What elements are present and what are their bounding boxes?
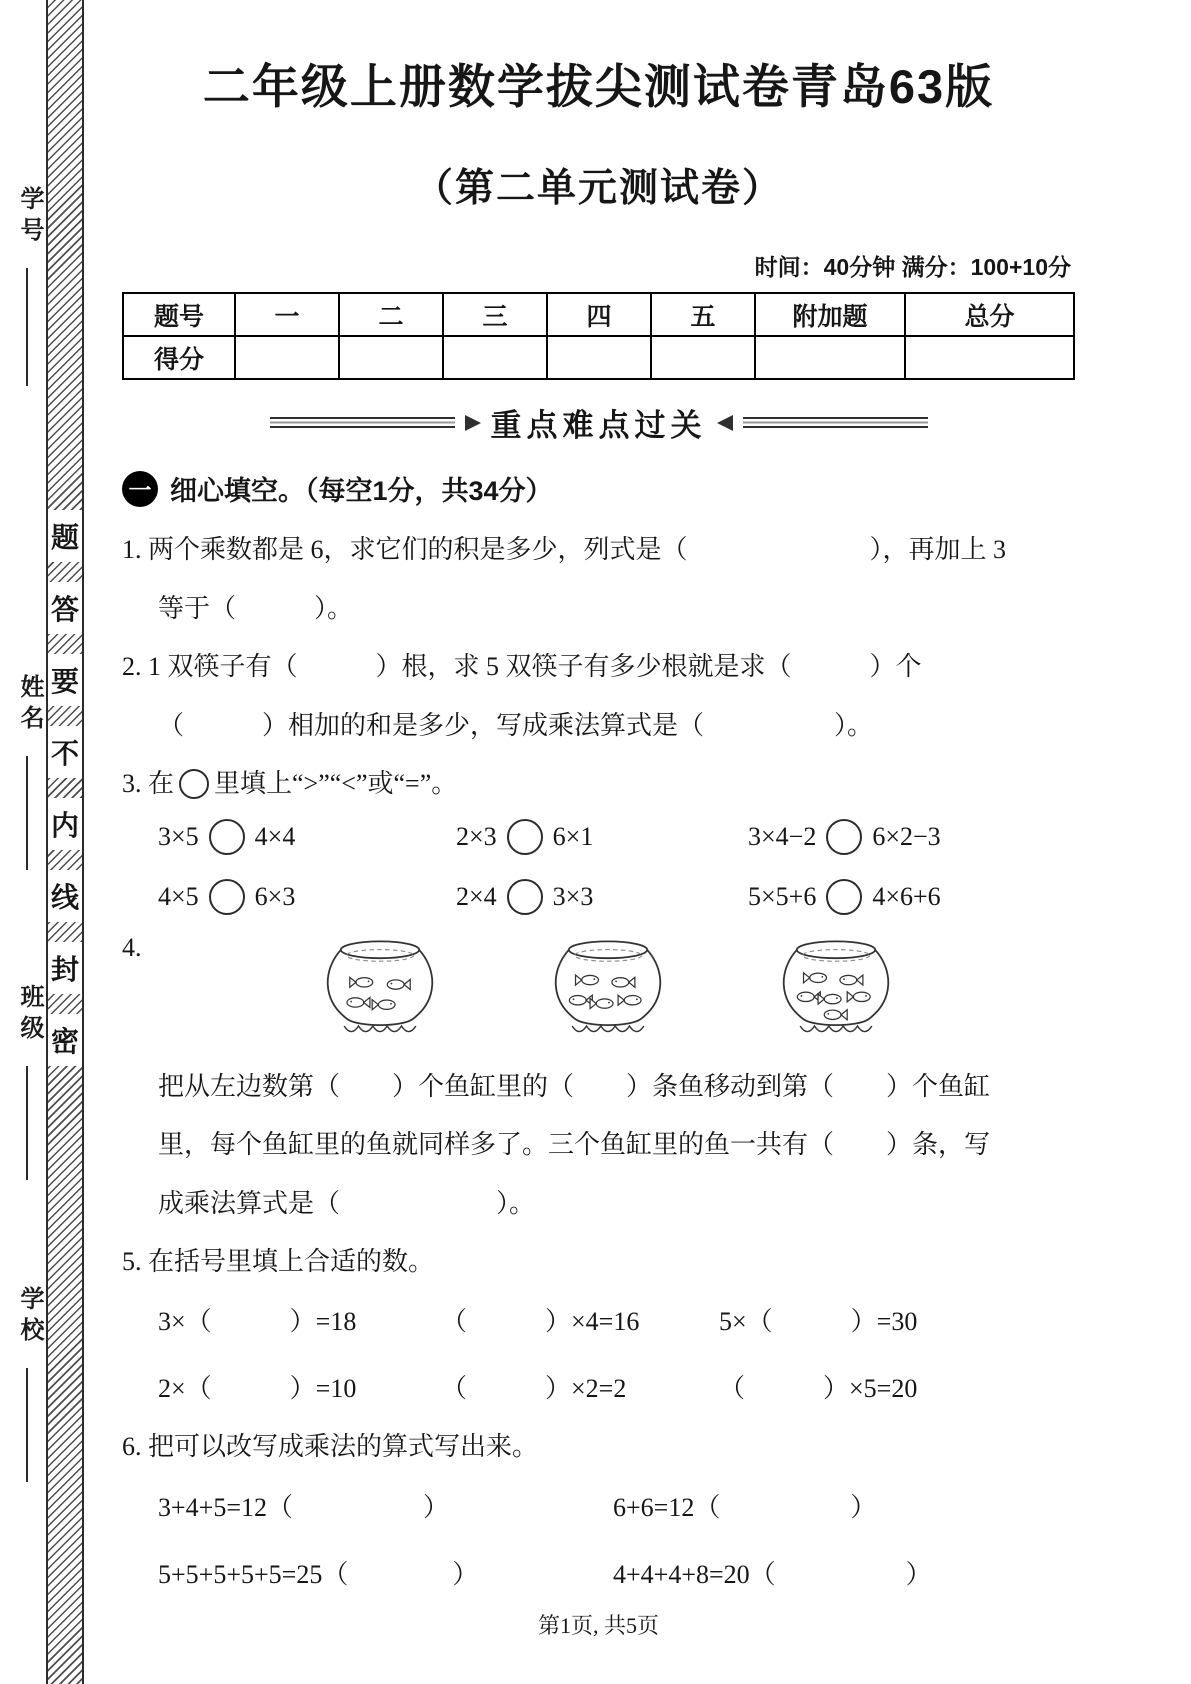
comparison-circle <box>507 879 543 915</box>
school-fill-line <box>26 1368 28 1482</box>
equation: （ ）×2=2 <box>441 1373 627 1403</box>
comparison-item <box>158 879 456 915</box>
score-table-header: 一 <box>235 293 339 336</box>
student-id-label: 学号 <box>16 186 43 248</box>
brush-icon <box>717 415 733 431</box>
expression-left: 4×5 <box>158 881 199 911</box>
comparison-circle <box>209 879 245 915</box>
score-table-header: 三 <box>443 293 547 336</box>
question-3-suffix: 里填上“>”“<”或“=”。 <box>214 769 458 798</box>
equation: 3+4+5=12（ ） <box>158 1493 449 1522</box>
student-id-fill-line <box>26 268 28 386</box>
equation: 5×（ ）=30 <box>719 1306 918 1336</box>
expression-right: 3×3 <box>552 881 594 911</box>
equation: （ ）×4=16 <box>441 1306 640 1336</box>
seal-char: 不 <box>48 726 82 778</box>
question-4-number: 4. <box>122 932 142 962</box>
question-1-line-1: 1. 两个乘数都是 6，求它们的积是多少，列式是（ ），再加上 3 <box>122 535 1007 564</box>
question-5-title: 5. 在括号里填上合适的数。 <box>122 1247 435 1276</box>
score-row-label: 得分 <box>123 336 235 379</box>
expression-right: 4×6+6 <box>872 881 941 911</box>
section-banner <box>122 400 1075 445</box>
name-fill-line <box>26 756 28 870</box>
section-number-badge: 一 <box>122 471 158 507</box>
seal-char: 题 <box>48 510 82 562</box>
equation: 2×（ ）=10 <box>158 1373 357 1403</box>
test-paper-page <box>122 0 1075 1684</box>
section-1-header <box>122 469 1075 508</box>
score-table <box>122 292 1075 380</box>
brush-icon <box>465 415 481 431</box>
seal-char: 密 <box>48 1014 82 1066</box>
page-title: 二年级上册数学拔尖测试卷青岛63版 <box>202 60 995 113</box>
expression-left: 3×4−2 <box>748 821 817 851</box>
equation: （ ）×5=20 <box>719 1373 918 1403</box>
expression-right: 6×3 <box>254 881 296 911</box>
expression-left: 2×3 <box>456 821 497 851</box>
exam-info: 时间：40分钟 满分：100+10分 <box>754 254 1071 280</box>
seal-char: 答 <box>48 582 82 634</box>
score-cell <box>905 336 1074 379</box>
banner-line-left <box>270 417 455 428</box>
example-circle <box>179 769 209 799</box>
comparison-circle <box>209 819 245 855</box>
seal-char: 封 <box>48 942 82 994</box>
comparison-item <box>456 879 748 915</box>
question-6-equations <box>122 1487 1075 1591</box>
school-label: 学校 <box>16 1286 43 1348</box>
comparison-item <box>748 819 1075 855</box>
equation: 4+4+4+8=20（ ） <box>613 1560 932 1589</box>
section-title: 细心填空。（每空1分，共34分） <box>170 476 553 506</box>
banner-line-right <box>743 417 928 428</box>
page-footer: 第1页, 共5页 <box>537 1613 659 1638</box>
question-2-line-1: 2. 1 双筷子有（ ）根，求 5 双筷子有多少根就是求（ ）个 <box>122 652 922 681</box>
expression-right: 6×2−3 <box>872 821 941 851</box>
expression-right: 6×1 <box>552 821 594 851</box>
comparison-item <box>456 819 748 855</box>
score-table-header: 总分 <box>905 293 1074 336</box>
question-3-comparisons <box>122 819 1075 915</box>
comparison-circle <box>507 819 543 855</box>
score-cell <box>339 336 443 379</box>
question-5-equations <box>122 1301 1075 1405</box>
expression-left: 5×5+6 <box>748 881 817 911</box>
banner-title: 重点难点过关 <box>490 408 707 443</box>
seal-char: 要 <box>48 654 82 706</box>
question-2-line-2: （ ）相加的和是多少，写成乘法算式是（ ）。 <box>158 710 874 740</box>
fishbowl <box>533 933 683 1045</box>
score-cell <box>651 336 755 379</box>
expression-left: 3×5 <box>158 821 199 851</box>
expression-right: 4×4 <box>254 821 296 851</box>
equation: 6+6=12（ ） <box>613 1493 877 1522</box>
seal-char: 内 <box>48 798 82 850</box>
fishbowl <box>305 933 455 1045</box>
expression-left: 2×4 <box>456 881 497 911</box>
score-cell <box>443 336 547 379</box>
seal-char: 线 <box>48 870 82 922</box>
fishbowl-figure <box>142 933 1076 1045</box>
score-cell <box>755 336 905 379</box>
equation: 3×（ ）=18 <box>158 1306 357 1336</box>
score-cell <box>235 336 339 379</box>
fishbowl <box>761 933 911 1045</box>
score-table-corner: 题号 <box>123 293 235 336</box>
question-3-title <box>122 768 1075 801</box>
class-label: 班级 <box>16 984 43 1046</box>
equation: 5+5+5+5+5=25（ ） <box>158 1560 479 1589</box>
name-label: 姓名 <box>16 674 43 736</box>
comparison-item <box>748 879 1075 915</box>
comparison-circle <box>826 879 862 915</box>
page-subtitle: （第二单元测试卷） <box>413 167 783 210</box>
question-4-line-3: 成乘法算式是（ ）。 <box>158 1188 536 1218</box>
comparison-circle <box>826 819 862 855</box>
question-1-line-2: 等于（ ）。 <box>158 593 354 623</box>
comparison-item <box>158 819 456 855</box>
question-6-title: 6. 把可以改写成乘法的算式写出来。 <box>122 1431 539 1461</box>
score-table-header: 附加题 <box>755 293 905 336</box>
score-table-header: 二 <box>339 293 443 336</box>
question-4-line-2: 里，每个鱼缸里的鱼就同样多了。三个鱼缸里的鱼一共有（ ）条，写 <box>158 1130 991 1159</box>
question-4-figure-row <box>122 933 1075 1045</box>
question-3-prefix: 3. 在 <box>122 769 175 798</box>
score-table-header: 四 <box>547 293 651 336</box>
class-fill-line <box>26 1066 28 1180</box>
score-cell <box>547 336 651 379</box>
question-4-line-1: 把从左边数第（ ）个鱼缸里的（ ）条鱼移动到第（ ）个鱼缸 <box>158 1071 991 1101</box>
score-table-header: 五 <box>651 293 755 336</box>
